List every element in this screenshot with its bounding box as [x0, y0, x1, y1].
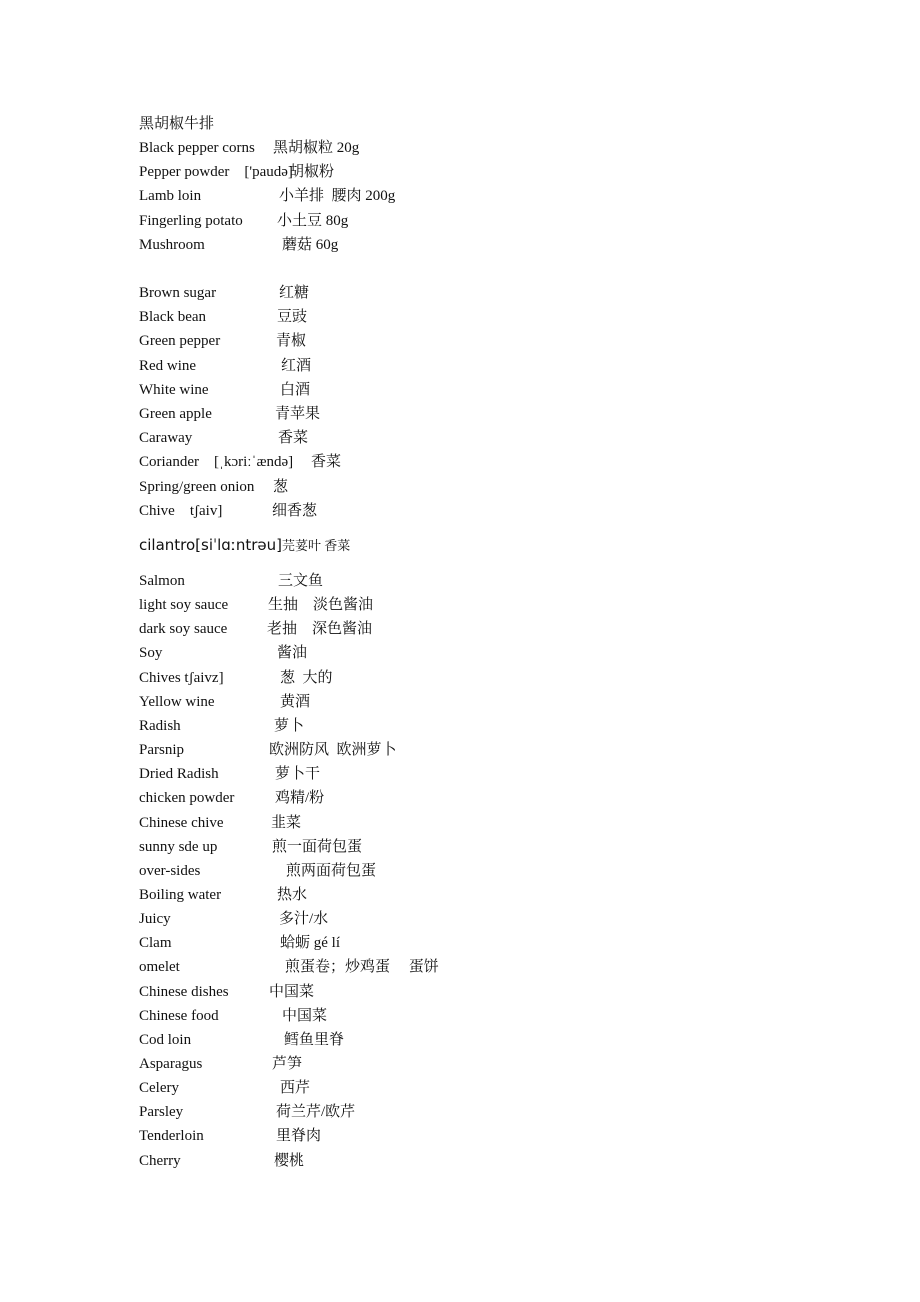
english-term: over-sides	[139, 862, 201, 879]
english-term: Caraway	[139, 430, 193, 447]
chinese-translation: 鸡精/粉	[275, 790, 325, 807]
chinese-translation: 欧洲防风 欧洲萝卜	[269, 742, 397, 759]
chinese-translation: 蘑菇 60g	[282, 236, 339, 253]
chinese-translation: 白酒	[280, 381, 311, 398]
chinese-translation: 煎蛋卷；炒鸡蛋 蛋饼	[285, 959, 439, 976]
english-term: Coriander [ˌkɔriːˈændə]	[139, 454, 294, 471]
english-term: Chinese chive	[139, 814, 224, 831]
english-term: Green pepper	[139, 333, 221, 350]
chinese-translation: 萝卜	[274, 717, 305, 734]
chinese-translation: 小土豆 80g	[277, 212, 349, 229]
chinese-translation: 葱 大的	[280, 669, 333, 686]
chinese-translation: 胡椒粉	[289, 164, 335, 181]
chinese-translation: 韭菜	[271, 814, 302, 831]
english-term: Salmon	[139, 573, 185, 589]
chinese-translation: 蛤蛎 gé lí	[280, 935, 340, 952]
english-term: Chives tʃaivz]	[139, 669, 224, 686]
english-term: Radish	[139, 717, 181, 734]
english-term: Yellow wine	[139, 693, 215, 710]
chinese-translation: 煎一面荷包蛋	[272, 838, 363, 855]
english-term: chicken powder	[139, 790, 235, 807]
chinese-translation: 生抽 淡色酱油	[268, 597, 374, 614]
chinese-translation: 多汁/水	[279, 911, 329, 928]
english-term: Lamb loin	[139, 188, 202, 205]
chinese-translation: 豆豉	[277, 309, 308, 326]
english-term: Clam	[139, 935, 172, 952]
chinese-translation: 香菜	[278, 430, 309, 447]
chinese-translation: 中国菜	[282, 1007, 328, 1024]
english-term: Soy	[139, 645, 163, 662]
chinese-translation: 煎两面荷包蛋	[286, 862, 377, 879]
english-term: Boiling water	[139, 886, 222, 903]
english-term: Red wine	[139, 357, 197, 374]
chinese-translation: 里脊肉	[276, 1128, 322, 1145]
english-term: Cod loin	[139, 1031, 192, 1048]
chinese-translation: 葱	[273, 478, 289, 495]
chinese-translation: 酱油	[277, 645, 308, 662]
english-term: Chinese food	[139, 1007, 219, 1024]
english-term: Cherry	[139, 1152, 181, 1169]
english-term: Tenderloin	[139, 1128, 204, 1145]
chinese-translation: 中国菜	[269, 983, 315, 1000]
english-term: light soy sauce	[139, 597, 229, 614]
english-term: Brown sugar	[139, 285, 217, 301]
chinese-translation: 细香葱	[272, 502, 318, 519]
english-term: Chinese dishes	[139, 983, 229, 1000]
english-term: Mushroom	[139, 236, 205, 253]
english-term: Parsley	[139, 1104, 184, 1121]
english-term: Asparagus	[139, 1056, 203, 1072]
chinese-translation: 青苹果	[275, 406, 321, 422]
english-term: Celery	[139, 1080, 179, 1097]
english-term: omelet	[139, 959, 180, 976]
english-term: Pepper powder ['paudə]	[139, 164, 293, 181]
chinese-translation: 三文鱼	[278, 573, 324, 589]
chinese-translation: 老抽 深色酱油	[267, 621, 373, 638]
chinese-translation: 黑胡椒粒 20g	[273, 140, 360, 156]
chinese-translation: 萝卜干	[275, 766, 321, 783]
chinese-translation: 黄酒	[280, 693, 311, 710]
chinese-translation: 西芹	[280, 1080, 311, 1097]
chinese-translation: 红酒	[281, 357, 312, 374]
english-term: dark soy sauce	[139, 621, 228, 638]
chinese-translation: 鳕鱼里脊	[284, 1031, 345, 1048]
cilantro-translation: 芫荽叶 香菜	[282, 538, 351, 553]
english-term: Chive tʃaiv]	[139, 502, 223, 519]
english-term: Juicy	[139, 911, 171, 928]
chinese-translation: 芦笋	[272, 1056, 303, 1072]
cilantro-word: cilantro[siˈlɑːntrəu]	[139, 536, 283, 554]
chinese-translation: 樱桃	[274, 1152, 305, 1169]
chinese-translation: 香菜	[311, 454, 342, 471]
english-term: Spring/green onion	[139, 478, 255, 495]
chinese-translation: 热水	[277, 886, 308, 903]
cilantro-line	[139, 533, 350, 558]
english-term: Parsnip	[139, 742, 184, 759]
english-term: sunny sde up	[139, 838, 218, 855]
chinese-translation: 荷兰芹/欧芹	[276, 1104, 356, 1121]
english-term: Black pepper corns	[139, 140, 255, 156]
chinese-translation: 青椒	[276, 333, 307, 350]
english-term: Fingerling potato	[139, 212, 243, 229]
english-term: Green apple	[139, 406, 212, 422]
chinese-translation: 小羊排 腰肉 200g	[279, 188, 396, 205]
english-term: White wine	[139, 381, 209, 398]
english-term: Black bean	[139, 309, 207, 326]
chinese-translation: 红糖	[279, 285, 310, 301]
english-term: Dried Radish	[139, 766, 219, 783]
page-title: 黑胡椒牛排	[139, 116, 215, 132]
